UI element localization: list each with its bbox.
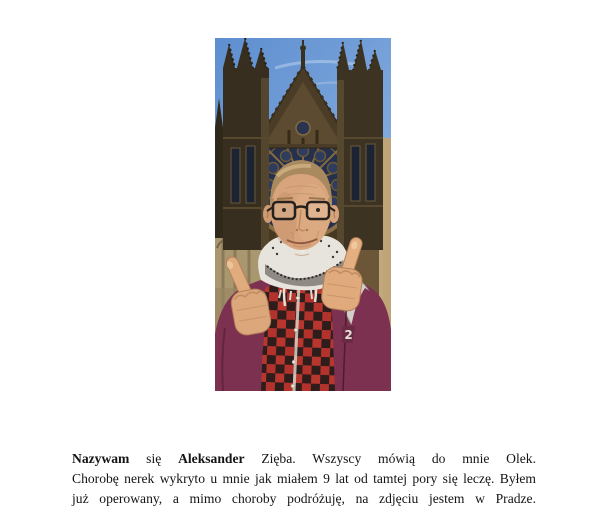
paragraph-line-2: Chorobę nerek wykryto u mnie jak miałem 9 lat od tamtej pory się leczę. Byłem bbox=[72, 471, 536, 486]
bold-word-aleksander: Aleksander bbox=[178, 451, 245, 466]
selfie-photo-illustration bbox=[215, 38, 391, 391]
plain-text: się bbox=[129, 451, 179, 466]
jacket-patch-number: 2 bbox=[344, 328, 353, 342]
bold-word-nazywam: Nazywam bbox=[72, 451, 130, 466]
paragraph-line-3: już operowany, a mimo choroby podróżuję, na zdjęciu jestem w Pradze. bbox=[72, 491, 536, 506]
plain-text: Zięba. Wszyscy mówią do mnie Olek. bbox=[244, 451, 536, 466]
bio-paragraph bbox=[72, 449, 536, 509]
paragraph-line-1 bbox=[72, 449, 536, 469]
selfie-photo bbox=[215, 38, 391, 391]
